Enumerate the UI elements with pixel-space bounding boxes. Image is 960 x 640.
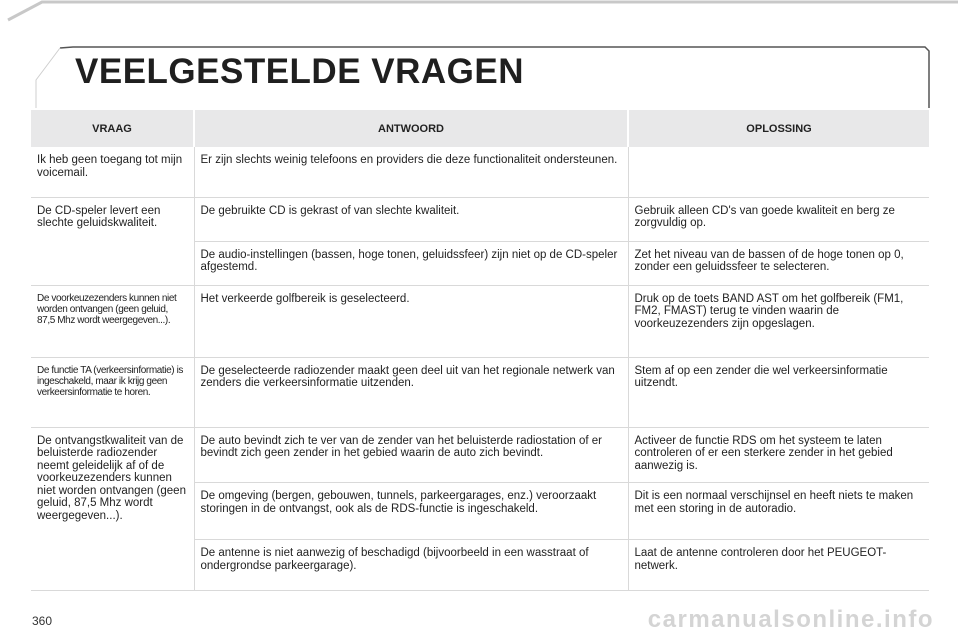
answer-cell: Er zijn slechts weinig telefoons en providers die deze functionaliteit ondersteunen. [194,147,628,197]
question-cell: De voorkeuzezenders kunnen niet worden ontvangen (geen geluid, 87,5 Mhz wordt weergegeven...). [31,285,194,357]
answer-cell: Het verkeerde golfbereik is geselecteerd. [194,285,628,357]
table-row [31,147,929,197]
column-header-answer: ANTWOORD [194,110,628,147]
column-header-solution: OPLOSSING [628,110,929,147]
table-row [31,285,929,357]
solution-cell [628,147,929,197]
answer-cell: De audio-instellingen (bassen, hoge tonen, geluidssfeer) zijn niet op de CD-speler afgestemd. [194,241,628,285]
faq-table [31,110,929,591]
column-header-question: VRAAG [31,110,194,147]
question-cell: De functie TA (verkeersinformatie) is ingeschakeld, maar ik krijg geen verkeersinformatie te horen. [31,357,194,427]
table-header-row [31,110,929,147]
table-row [31,357,929,427]
solution-cell: Stem af op een zender die wel verkeersinformatie uitzendt. [628,357,929,427]
solution-cell: Dit is een normaal verschijnsel en heeft niets te maken met een storing in de autoradio. [628,483,929,540]
answer-cell: De geselecteerde radiozender maakt geen deel uit van het regionale netwerk van zenders die verkeersinformatie uitzenden. [194,357,628,427]
question-cell: De ontvangstkwaliteit van de beluisterde radiozender neemt geleidelijk af of de voorkeuzezenders kunnen niet worden ontvangen (geen geluid, 87,5 Mhz wordt weergegeven...). [31,427,194,591]
question-cell: Ik heb geen toegang tot mijn voicemail. [31,147,194,197]
page-title: VEELGESTELDE VRAGEN [75,52,525,91]
table-row [31,427,929,483]
solution-cell: Druk op de toets BAND AST om het golfbereik (FM1, FM2, FMAST) terug te vinden waarin de voorkeuzezenders zijn opgeslagen. [628,285,929,357]
answer-cell: De antenne is niet aanwezig of beschadigd (bijvoorbeeld in een wasstraat of ondergrondse parkeergarage). [194,540,628,591]
answer-cell: De gebruikte CD is gekrast of van slechte kwaliteit. [194,197,628,241]
answer-cell: De auto bevindt zich te ver van de zender van het beluisterde radiostation of er bevindt zich geen zender in het gebied waarin de auto zich bevindt. [194,427,628,483]
answer-cell: De omgeving (bergen, gebouwen, tunnels, parkeergarages, enz.) veroorzaakt storingen in de ontvangst, ook als de RDS-functie is ingeschakeld. [194,483,628,540]
solution-cell: Gebruik alleen CD's van goede kwaliteit en berg ze zorgvuldig op. [628,197,929,241]
watermark: carmanualsonline.info [647,606,934,633]
table-row [31,197,929,241]
solution-cell: Activeer de functie RDS om het systeem te laten controleren of er een sterkere zender in het gebied aanwezig is. [628,427,929,483]
page-number: 360 [32,614,53,628]
solution-cell: Laat de antenne controleren door het PEUGEOT-netwerk. [628,540,929,591]
question-cell: De CD-speler levert een slechte geluidskwaliteit. [31,197,194,285]
solution-cell: Zet het niveau van de bassen of de hoge tonen op 0, zonder een geluidssfeer te selecteren. [628,241,929,285]
